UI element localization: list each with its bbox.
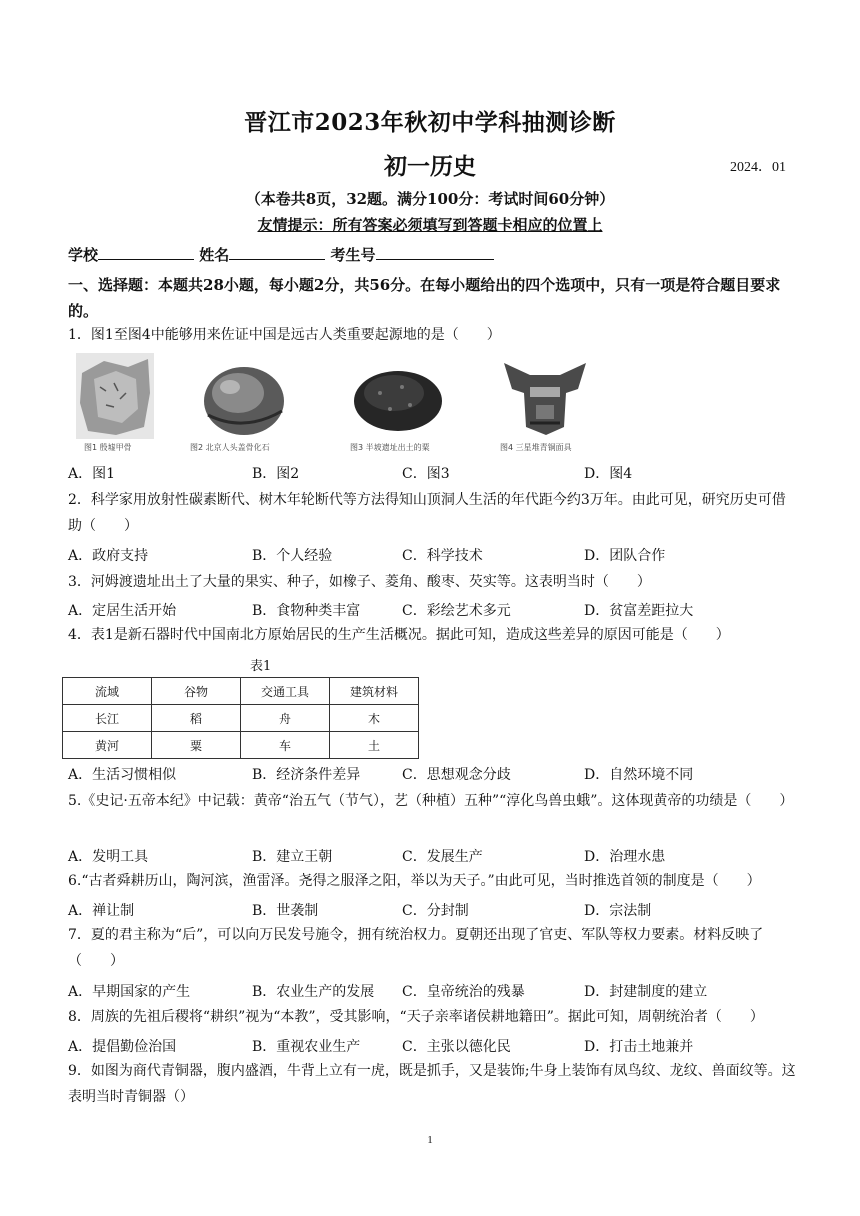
- question-6-options: [68, 900, 798, 922]
- q2-option-a[interactable]: A．政府支持: [68, 548, 149, 564]
- exam-info: （本卷共8页，32题。满分100分：考试时间60分钟）: [245, 190, 615, 208]
- question-4: 4．表1是新石器时代中国南北方原始居民的生产生活概况。据此可知，造成这些差异的原因可能是（ ）: [68, 627, 730, 643]
- figure-3-caption: 图3 半坡遗址出土的粟: [350, 443, 430, 452]
- student-fields: [68, 244, 494, 265]
- q7-option-c[interactable]: C．皇帝统治的残暴: [402, 984, 525, 1000]
- exam-tip: [0, 214, 860, 235]
- q4-option-d[interactable]: D．自然环境不同: [584, 767, 694, 783]
- q1-option-d[interactable]: D．图4: [584, 466, 633, 482]
- figure-4-caption: 图4 三星堆青铜面具: [500, 443, 572, 452]
- table-header-cell: 建筑材料: [330, 678, 419, 705]
- school-label: 学校: [68, 246, 99, 264]
- question-1-options: [68, 463, 798, 485]
- table-cell: 粟: [152, 732, 241, 759]
- q7-option-d[interactable]: D．封建制度的建立: [584, 984, 708, 1000]
- q5-option-b[interactable]: B．建立王朝: [252, 849, 333, 865]
- q2-option-d[interactable]: D．团队合作: [584, 548, 666, 564]
- name-label: 姓名: [199, 246, 230, 264]
- q1-option-b[interactable]: B．图2: [252, 466, 300, 482]
- table-row: [63, 705, 419, 732]
- q2-option-c[interactable]: C．科学技术: [402, 548, 483, 564]
- q3-option-a[interactable]: A．定居生活开始: [68, 603, 177, 619]
- table-cell: 黄河: [63, 732, 152, 759]
- q7-option-b[interactable]: B．农业生产的发展: [252, 984, 375, 1000]
- table-header-cell: 流域: [63, 678, 152, 705]
- q1-option-a[interactable]: A．图1: [68, 466, 116, 482]
- table-header-row: [63, 678, 419, 705]
- oracle-bone-image: [76, 353, 154, 439]
- table-cell: 木: [330, 705, 419, 732]
- table-row: [63, 732, 419, 759]
- question-1: 1．图1至图4中能够用来佐证中国是远古人类重要起源地的是（ ）: [68, 327, 501, 343]
- id-label: 考生号: [330, 246, 376, 264]
- question-3-options: [68, 600, 798, 622]
- q4-option-c[interactable]: C．思想观念分歧: [402, 767, 511, 783]
- q8-option-d[interactable]: D．打击土地兼并: [584, 1039, 694, 1055]
- table-cell: 舟: [241, 705, 330, 732]
- q6-option-b[interactable]: B．世袭制: [252, 903, 319, 919]
- q4-option-a[interactable]: A．生活习惯相似: [68, 767, 177, 783]
- question-8: 8．周族的先祖后稷将“耕织”视为“本教”，受其影响，“天子亲率诸侯耕地籍田”。据此可知，周朝统治者（ ）: [68, 1009, 764, 1025]
- figure-1-caption: 图1 殷墟甲骨: [84, 443, 132, 452]
- section-heading: 一、选择题：本题共28小题，每小题2分，共56分。在每小题给出的四个选项中，只有一项是符合题目要求的。: [68, 276, 781, 320]
- q8-option-c[interactable]: C．主张以德化民: [402, 1039, 511, 1055]
- question-7: 7．夏的君主称为“后”，可以向万民发号施令，拥有统治权力。夏朝还出现了官吏、军队等权力要素。材料反映了（ ）: [68, 927, 764, 969]
- question-5: 5.《史记·五帝本纪》中记载：黄帝“治五气（节气），艺（种植）五种”“淳化鸟兽虫蛾”。这体现黄帝的功绩是（ ）: [68, 793, 794, 809]
- q5-option-d[interactable]: D．治理水患: [584, 849, 666, 865]
- table-header-cell: 谷物: [152, 678, 241, 705]
- table-cell: 长江: [63, 705, 152, 732]
- question-9: 9．如图为商代青铜器，腹内盛酒，牛背上立有一虎，既是抓手，又是装饰;牛身上装饰有凤鸟纹、龙纹、兽面纹等。这表明当时青铜器（）: [68, 1063, 796, 1105]
- exam-date: 2024．01: [730, 160, 786, 175]
- question-7-options: [68, 981, 798, 1003]
- id-blank[interactable]: [376, 245, 494, 260]
- exam-tip-text: 友情提示：所有答案必须填写到答题卡相应的位置上: [257, 216, 603, 234]
- exam-subject: 初一历史: [384, 153, 476, 180]
- question-2-options: [68, 545, 798, 567]
- table-1-caption: 表1: [250, 659, 272, 674]
- q5-option-a[interactable]: A．发明工具: [68, 849, 149, 865]
- question-3: 3．河姆渡遗址出土了大量的果实、种子，如橡子、菱角、酸枣、芡实等。这表明当时（ ）: [68, 574, 651, 590]
- q3-option-d[interactable]: D．贫富差距拉大: [584, 603, 694, 619]
- question-4-options: [68, 764, 798, 786]
- q8-option-a[interactable]: A．提倡勤俭治国: [68, 1039, 177, 1055]
- question-5-options: [68, 846, 798, 868]
- exam-title: 晋江市2023年秋初中学科抽测诊断: [244, 109, 616, 136]
- q3-option-b[interactable]: B．食物种类丰富: [252, 603, 361, 619]
- q7-option-a[interactable]: A．早期国家的产生: [68, 984, 191, 1000]
- question-2: 2．科学家用放射性碳素断代、树木年轮断代等方法得知山顶洞人生活的年代距今约3万年。由此可见，研究历史可借助（ ）: [68, 492, 786, 534]
- q6-option-a[interactable]: A．禅让制: [68, 903, 135, 919]
- table-cell: 车: [241, 732, 330, 759]
- q2-option-b[interactable]: B．个人经验: [252, 548, 333, 564]
- q6-option-c[interactable]: C．分封制: [402, 903, 469, 919]
- table-cell: 稻: [152, 705, 241, 732]
- table-header-cell: 交通工具: [241, 678, 330, 705]
- q3-option-c[interactable]: C．彩绘艺术多元: [402, 603, 511, 619]
- skull-fossil-image: [196, 353, 290, 439]
- q6-option-d[interactable]: D．宗法制: [584, 903, 652, 919]
- bronze-mask-image: [500, 353, 590, 439]
- q4-option-b[interactable]: B．经济条件差异: [252, 767, 361, 783]
- name-blank[interactable]: [229, 245, 325, 260]
- q8-option-b[interactable]: B．重视农业生产: [252, 1039, 361, 1055]
- q5-option-c[interactable]: C．发展生产: [402, 849, 483, 865]
- question-6: 6.“古者舜耕历山，陶河滨，渔雷泽。尧得之服泽之阳，举以为天子。”由此可见，当时推选首领的制度是（ ）: [68, 873, 761, 889]
- page-number: 1: [427, 1134, 433, 1146]
- q1-option-c[interactable]: C．图3: [402, 466, 450, 482]
- question-8-options: [68, 1036, 798, 1058]
- school-blank[interactable]: [98, 245, 194, 260]
- figure-2-caption: 图2 北京人头盖骨化石: [190, 443, 270, 452]
- table-cell: 土: [330, 732, 419, 759]
- millet-grain-image: [350, 353, 446, 439]
- table-1: [62, 677, 419, 759]
